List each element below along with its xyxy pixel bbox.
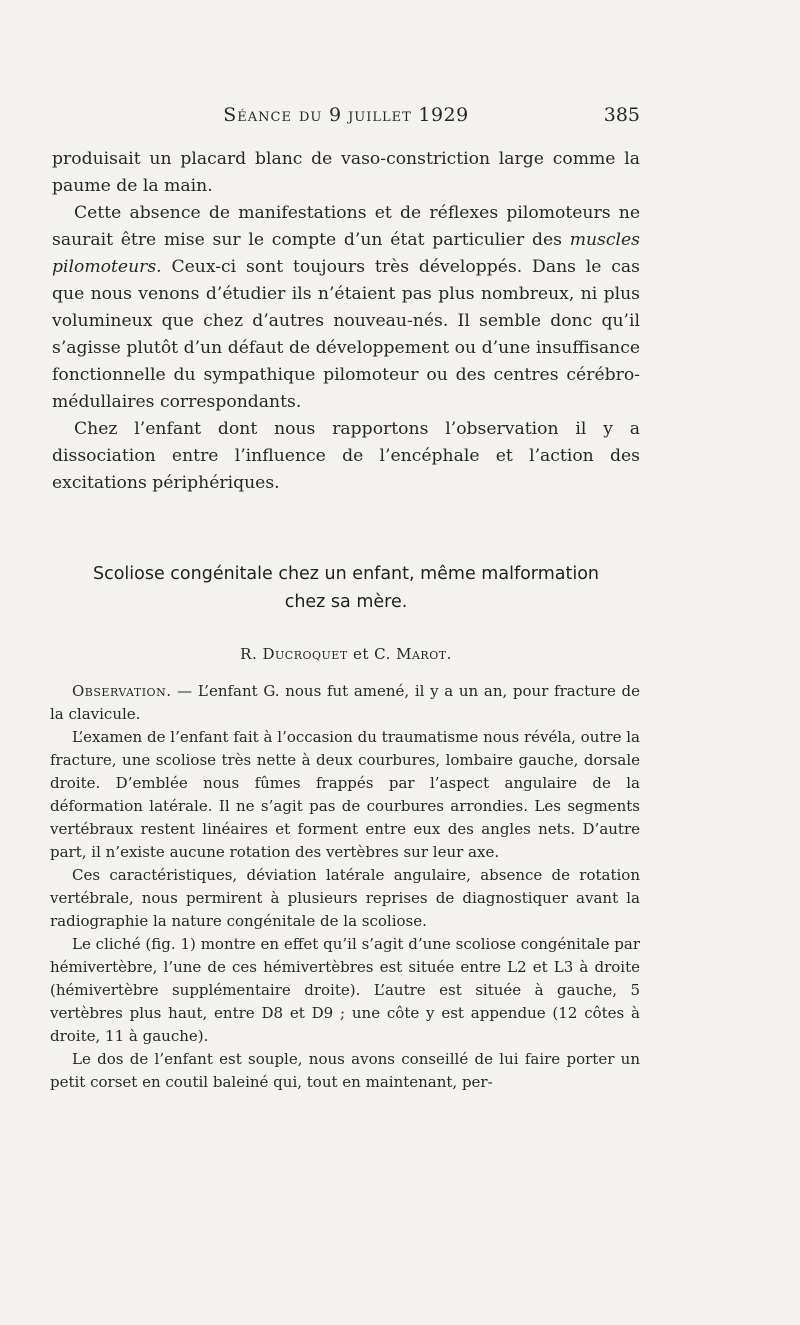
date-year: 1929 [418,104,469,126]
title-line: chez sa mère. [284,592,408,612]
running-header [52,104,640,134]
page-number: 385 [603,104,640,126]
italic-term: muscles pilomoteurs. [52,230,640,277]
paragraph: L’examen de l’enfant fait à l’occasion du traumatisme nous révéla, outre la fracture, une scoliose très nette à deux courbures, lombaire gauche, dorsale droite. D’emblée nous fûmes frappés par l’aspect angulaire de la déformation latérale. Il ne s’agit pas de courbures arrondies. Les segments vertébraux restent linéaires et forment entre eux des angles nets. D’autre part, il n’existe aucune rotation des vertèbres sur leur axe. [50,728,640,861]
paragraph: produisait un placard blanc de vaso-constriction large comme la paume de la main. [52,149,640,196]
paragraph-text: Cette absence de manifestations et de réflexes pilomoteurs ne saurait être mise sur le compte d’un état particulier des [52,203,640,250]
authors [52,645,640,663]
paragraph: Le cliché (fig. 1) montre en effet qu’il s’agit d’une scoliose congénitale par hémivertèbre, l’une de ces hémivertèbres est située entre L2 et L3 à droite (hémivertèbre supplémentaire droite). L’autre est située à gauche, 5 vertèbres plus haut, entre D8 et D9 ; une côte y est appendue (12 côtes à droite, 11 à gauche). [50,935,640,1045]
date-month: juillet [348,104,412,126]
paragraph: Chez l’enfant dont nous rapportons l’observation il y a dissociation entre l’influence de l’encéphale et l’action des excitations périphériques. [52,419,640,493]
continued-text [52,146,640,497]
paragraph-text: — L’enfant G. nous fut amené, il y a un an, pour fracture de la clavicule. [50,682,640,723]
author-marot: Marot. [396,645,452,663]
author-ducroquet: Ducroquet [262,645,348,663]
title-line: Scoliose congénitale chez un enfant, même malformation [92,564,599,584]
running-title [52,104,640,126]
authors-join: et C. [352,645,391,663]
paragraph [52,200,640,416]
date-day: 9 [328,104,342,126]
paragraph [50,680,640,726]
paragraph: Ces caractéristiques, déviation latérale angulaire, absence de rotation vertébrale, nous permirent à plusieurs reprises de diagnostiquer avant la radiographie la nature congénitale de la scoliose. [50,866,640,930]
observation-label: Observation. [72,682,172,700]
paragraph-text: Ceux-ci sont toujours très développés. Dans le cas que nous venons d’étudier ils n’étaient pas plus nombreux, ni plus volumineux que chez d’autres nouveau-nés. Il semble donc qu’il s’agisse plutôt d’un défaut de développement ou d’une insuffisance fonctionnelle du sympathique pilomoteur ou des centres cérébro-médullaires correspondants. [52,257,640,412]
author-initial: R. [240,645,258,663]
article-title [52,560,640,616]
seance-label: Séance du [223,104,323,126]
paragraph: Le dos de l’enfant est souple, nous avons conseillé de lui faire porter un petit corset en coutil baleiné qui, tout en maintenant, per- [50,1050,640,1091]
observation-text [50,680,640,1094]
